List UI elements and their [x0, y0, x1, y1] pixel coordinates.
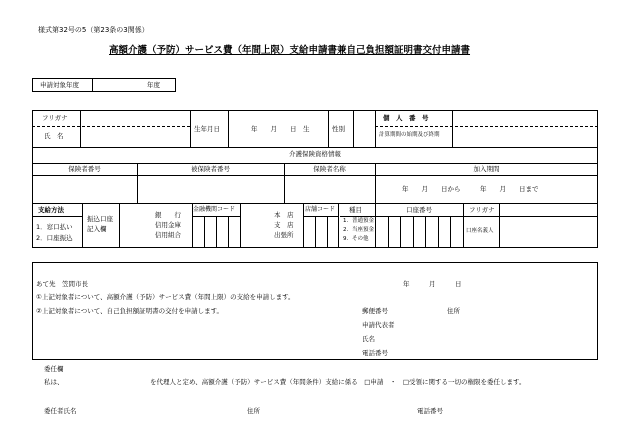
payment-method-label: 支給方法: [38, 206, 64, 214]
account-number-label: 口座番号: [406, 206, 432, 214]
account-furigana-label: フリガナ: [469, 206, 495, 214]
insured-number-label: 被保険者番号: [191, 165, 230, 173]
branch-type-office[interactable]: 出張所: [274, 231, 294, 239]
request-line-certificate: ②上記対象者について、自己負担額証明書の交付を申請します。: [36, 307, 224, 315]
account-type-label: 種目: [349, 206, 362, 214]
addressee: あて先 笠間市長: [36, 280, 88, 288]
account-number-input[interactable]: [376, 218, 462, 247]
sex-input[interactable]: [355, 113, 373, 145]
target-year-suffix: 年度: [147, 81, 160, 89]
name-label: 氏 名: [44, 132, 64, 140]
branch-type-branch[interactable]: 支 店: [274, 221, 294, 229]
delegation-heading: 委任欄: [44, 365, 64, 373]
bank-code-label: 金融機関コード: [193, 206, 236, 213]
birth-label: 生年月日: [194, 125, 220, 133]
bank-type-bank[interactable]: 銀 行: [155, 211, 181, 219]
furigana-label: フリガナ: [42, 114, 68, 122]
calc-period-label: 計算期間の始期及び終期: [379, 132, 440, 138]
delegator-phone-label: 電話番号: [417, 407, 443, 415]
account-holder-input[interactable]: [501, 218, 596, 247]
birth-date-field[interactable]: 年 月 日 生: [251, 125, 310, 133]
enrollment-period-label: 加入期間: [473, 165, 500, 173]
insurer-number-label: 保険者番号: [68, 165, 101, 173]
address-label: 住所: [447, 307, 460, 315]
branch-code-label: 店舗コード: [305, 206, 336, 213]
request-date-field[interactable]: 年 月 日: [403, 280, 462, 288]
request-phone-label: 電話番号: [362, 349, 388, 357]
furigana-input[interactable]: [82, 113, 188, 124]
request-name-label: 氏名: [362, 335, 375, 343]
enrollment-period-field[interactable]: 年 月 日から 年 月 日まで: [402, 185, 539, 193]
insurance-section-label: 介護保険資格情報: [289, 150, 341, 158]
branch-code-input[interactable]: [304, 218, 337, 247]
delegation-prefix: 私は、: [44, 378, 64, 386]
payment-option-counter[interactable]: 1．窓口払い: [36, 223, 73, 231]
postal-code-label: 郵便番号: [362, 307, 388, 315]
bank-code-input[interactable]: [193, 218, 239, 247]
insured-number-input[interactable]: [139, 178, 282, 201]
calc-period-input[interactable]: [454, 129, 596, 145]
insurer-number-input[interactable]: [34, 178, 135, 201]
insurer-name-input[interactable]: [286, 178, 373, 201]
transfer-account-label-2: 記入欄: [87, 225, 107, 233]
target-year-label: 申請対象年度: [40, 81, 79, 89]
account-holder-label: 口座名義人: [466, 228, 494, 234]
branch-type-main[interactable]: 本 店: [274, 211, 294, 219]
personal-number-input[interactable]: [454, 113, 596, 124]
account-type-ordinary[interactable]: 1．普通預金: [343, 218, 374, 224]
account-furigana-input[interactable]: [501, 205, 596, 215]
personal-number-label: 個 人 番 号: [383, 114, 429, 122]
sex-label: 性別: [332, 125, 345, 133]
representative-label: 申請代表者: [362, 321, 395, 329]
delegator-name-label: 委任者氏名: [44, 407, 77, 415]
delegation-text: を代理人と定め、高額介護（予防）サービス費（年間条件）支給に係る □申請 ・ □受領に関する一切の権限を委任します。: [150, 378, 526, 386]
request-line-benefit: ①上記対象者について、高額介護（予防）サービス費（年間上限）の支給を申請します。: [36, 293, 295, 301]
bank-type-shinkin[interactable]: 信用金庫: [155, 221, 181, 229]
form-number: 様式第32号の5（第23条の3関係）: [38, 26, 149, 34]
transfer-account-label-1: 振込口座: [87, 215, 113, 223]
form-title: 高額介護（予防）サービス費（年間上限）支給申請書兼自己負担額証明書交付申請書: [109, 45, 471, 56]
delegator-address-label: 住所: [247, 407, 260, 415]
name-input[interactable]: [82, 129, 188, 145]
account-type-other[interactable]: 9．その他: [343, 236, 369, 242]
bank-type-kumiai[interactable]: 信用組合: [155, 231, 181, 239]
insurer-name-label: 保険者名称: [313, 165, 346, 173]
account-type-current[interactable]: 2．当座預金: [343, 227, 374, 233]
payment-option-transfer[interactable]: 2．口座振込: [36, 234, 73, 242]
